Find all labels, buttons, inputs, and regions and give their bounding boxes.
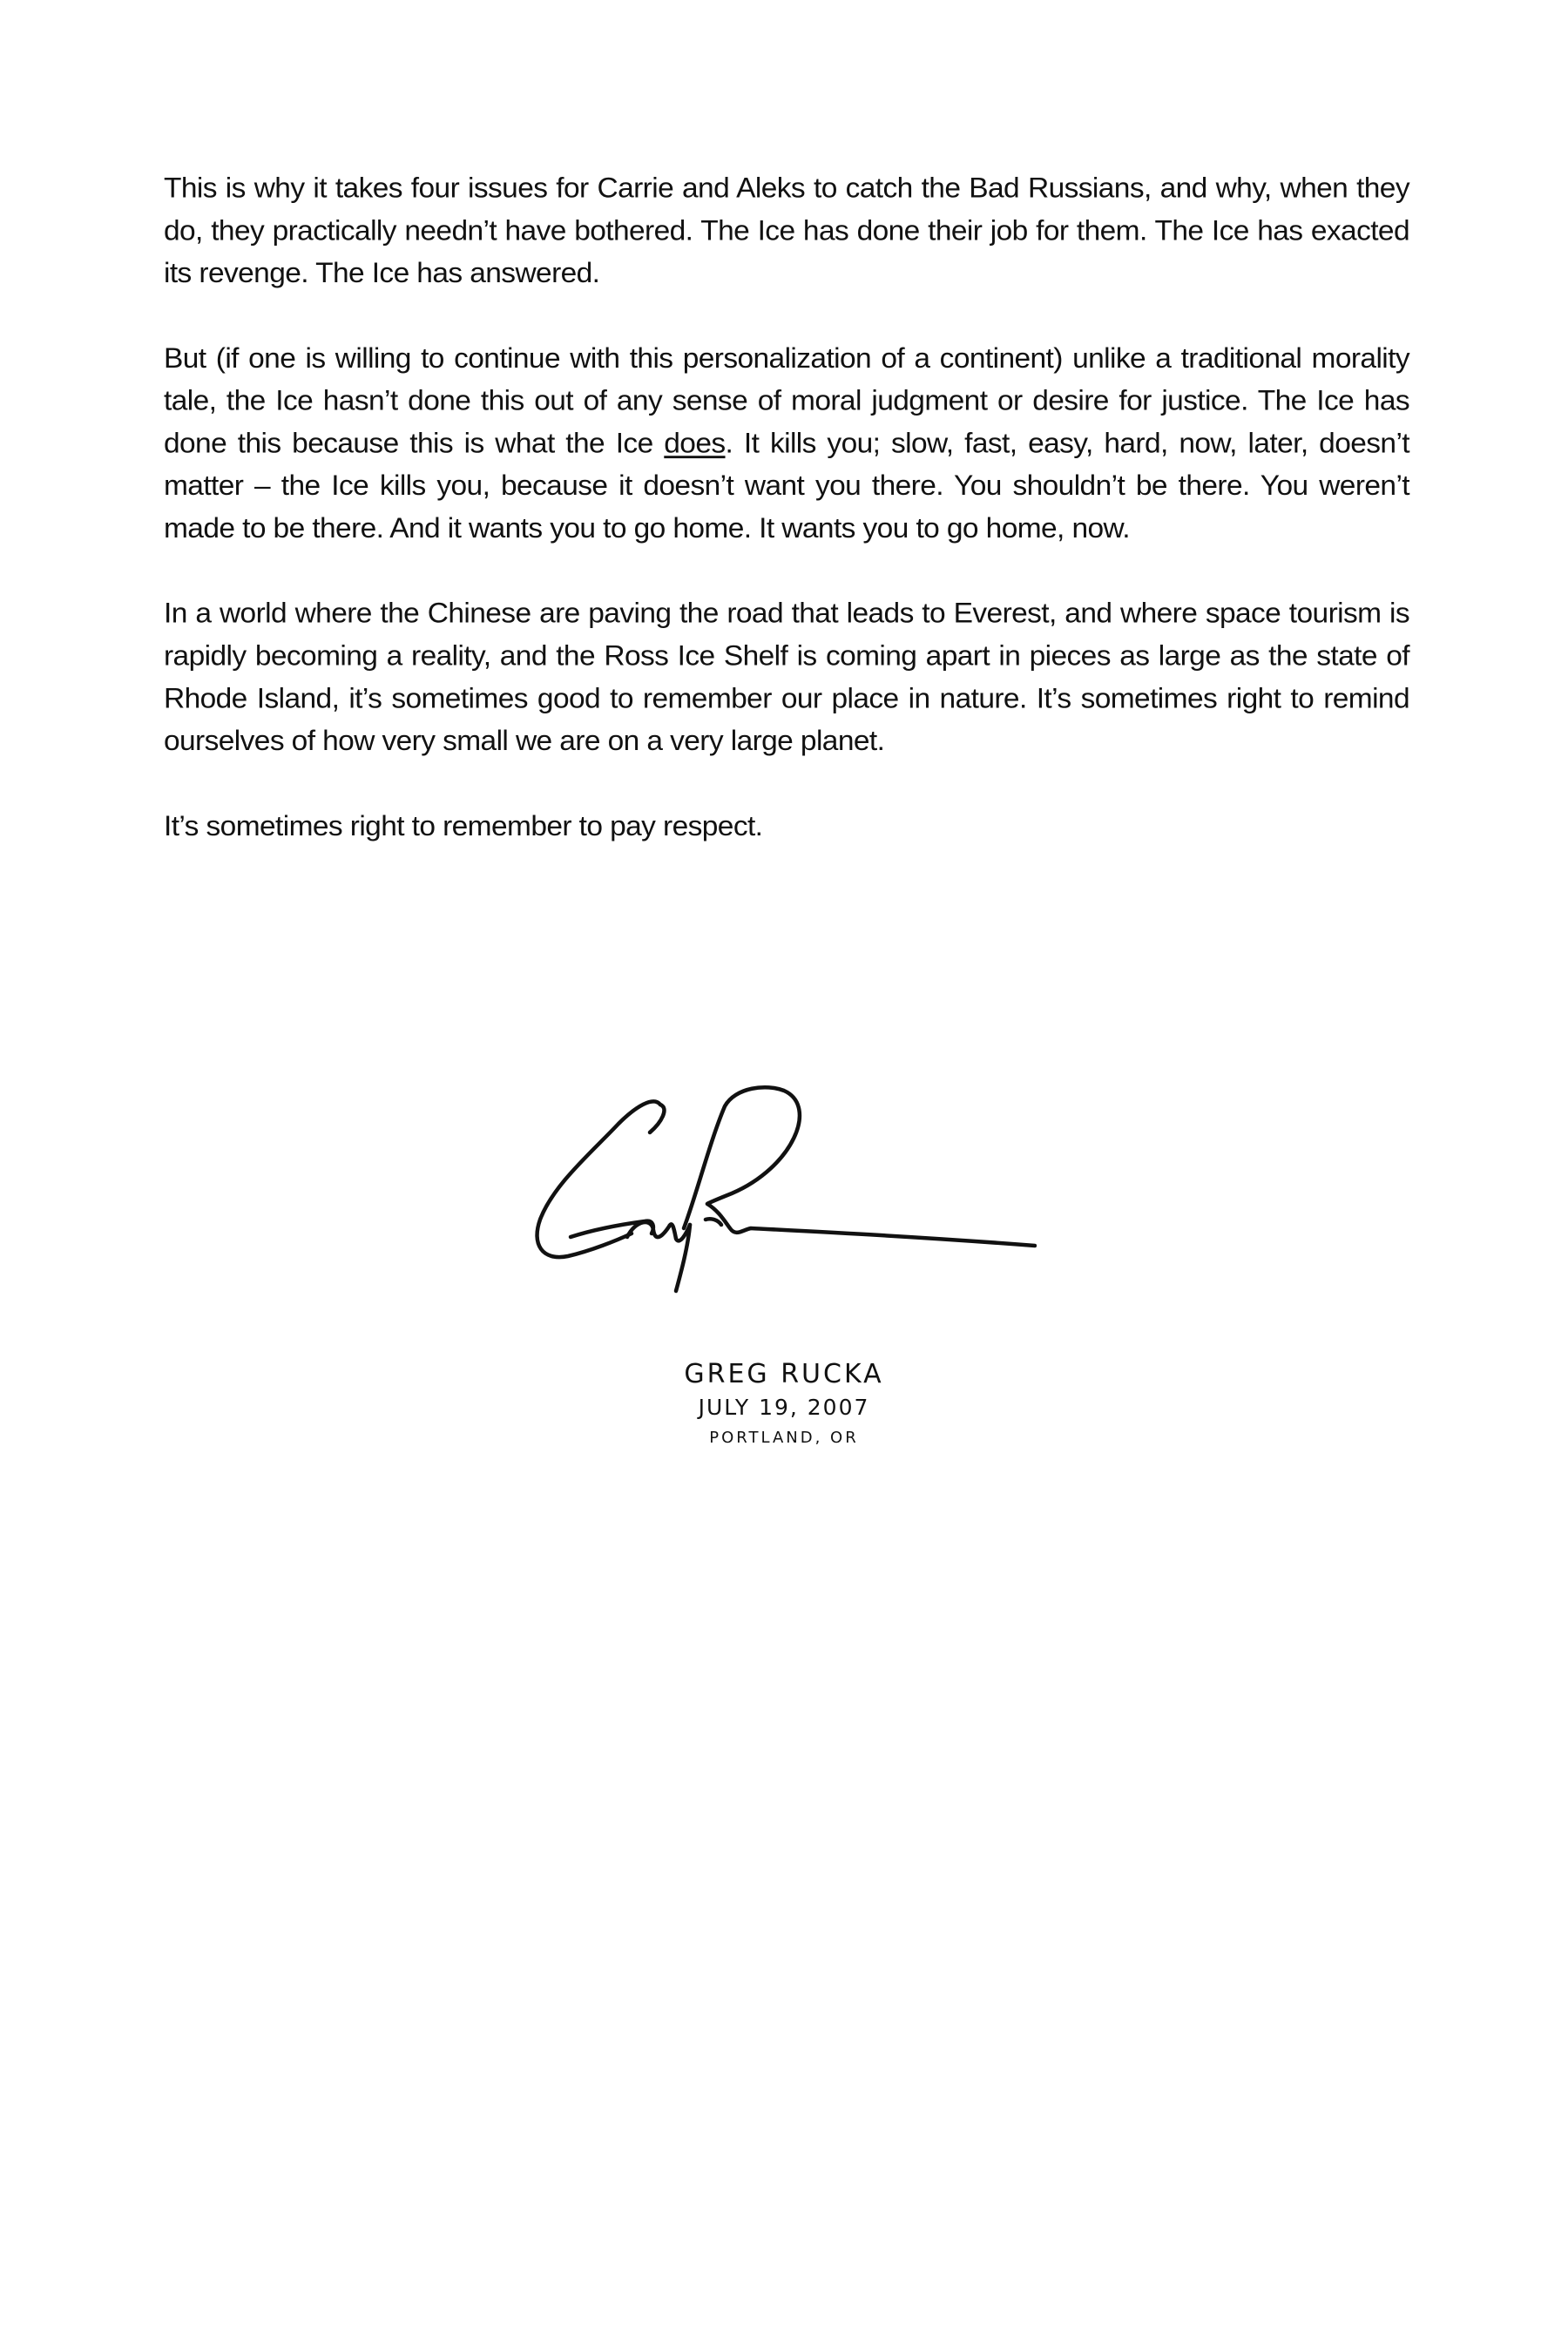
paragraph-4: It’s sometimes right to remember to pay respect. bbox=[164, 811, 763, 842]
underlined-emphasis: does bbox=[664, 428, 726, 460]
author-name: GREG RUCKA bbox=[684, 1359, 884, 1389]
signature-location: PORTLAND, OR bbox=[709, 1429, 859, 1447]
paragraph-2-after: . It kills you; slow, fast, easy, hard, now, later, doesn’t matter – the Ice kills you, because it doesn’t want you there. You shouldn’t be there. You weren’t made to be there. And it wants you to go home. It wants you to go home, now. bbox=[164, 428, 1410, 544]
signature-date: JULY 19, 2007 bbox=[698, 1395, 870, 1420]
handwritten-signature bbox=[523, 1071, 1037, 1315]
paragraph-3: In a world where the Chinese are paving the road that leads to Everest, and where space tourism is rapidly becoming a reality, and the Ross Ice Shelf is coming apart in pieces as large as the state of Rhode Island, it’s sometimes good to remember our place in nature. It’s sometimes right to remind ourselves of how very small we are on a very large planet. bbox=[164, 598, 1409, 757]
paragraph-1: This is why it takes four issues for Carrie and Aleks to catch the Bad Russians, and why, when they do, they practically needn’t have bothered. The Ice has done their job for them. The Ice has exacted its revenge. The Ice has answered. bbox=[164, 172, 1409, 289]
paragraph-2 bbox=[164, 337, 1409, 550]
paragraph-2-before: But (if one is willing to continue with this personalization of a continent) unlike a traditional morality tale, the Ice hasn’t done this out of any sense of moral judgment or desire for justice. The Ice has done this because this is what the Ice bbox=[164, 342, 1409, 460]
signature-block bbox=[566, 1357, 1002, 1453]
essay-body bbox=[164, 167, 1409, 890]
